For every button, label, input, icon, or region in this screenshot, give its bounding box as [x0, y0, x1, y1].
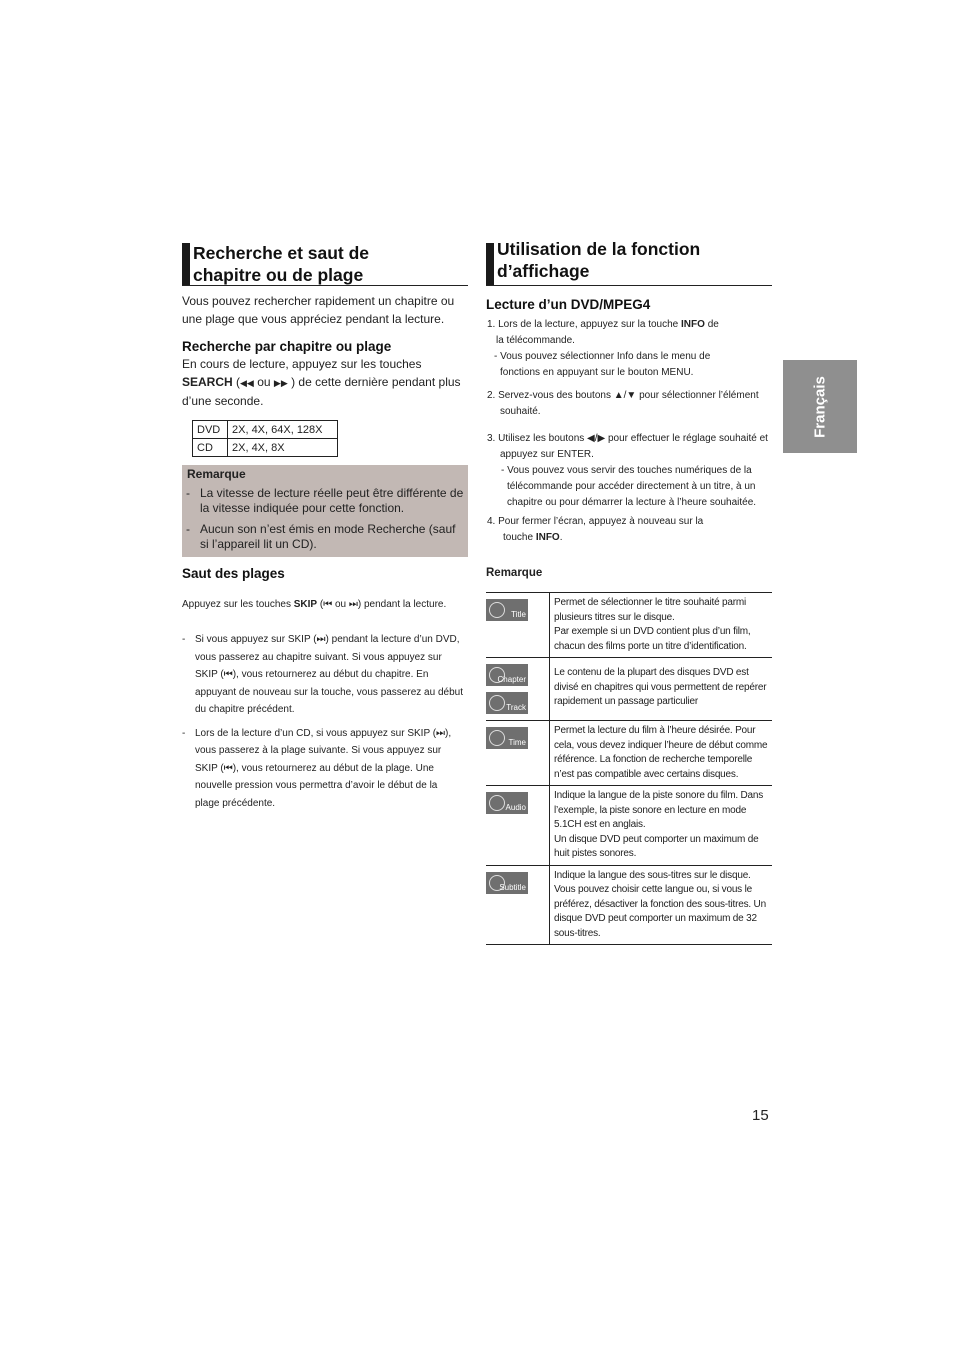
info-steps — [487, 317, 773, 546]
right-section-title — [497, 238, 700, 282]
fast-forward-icon: ▶▶ — [273, 378, 288, 388]
right-title-line2: d’affichage — [497, 261, 590, 281]
table-row — [486, 721, 772, 786]
step-2: 2. Servez-vous des boutons ▲/▼ pour sélectionner l’élément souhaité. — [487, 390, 759, 417]
remarque-box — [182, 465, 468, 557]
left-intro: Vous pouvez rechercher rapidement un chapitre ou une plage que vous appréciez pendant la lecture. — [182, 294, 455, 326]
remarque-item: - La vitesse de lecture réelle peut être différente de la vitesse indiquée pour cette fonction. — [186, 486, 464, 515]
step-4: 4. Pour fermer l’écran, appuyez à nouveau sur la touche INFO. — [487, 516, 704, 543]
info-row-text: Le contenu de la plupart des disques DVD est divisé en chapitres qui vous permettent de repérer rapidement un passage particulier — [550, 658, 773, 721]
table-row — [486, 658, 772, 721]
info-row-text: Permet de sélectionner le titre souhaité parmi plusieurs titres sur le disque. Par exemple si un DVD contient plus d’un film, chacun des films porte un titre d’identification. — [550, 593, 773, 658]
chapter-icon: Chapter — [486, 664, 528, 686]
right-section-header — [486, 239, 772, 286]
table-row: CD 2X, 4X, 8X — [193, 439, 338, 457]
info-row-text: Indique la langue des sous-titres sur le disque. Vous pouvez choisir cette langue ou, si vous le préférez, désactiver la fonction des sous-titres. Un disque DVD peut comporter un maximum de 32 sous-titres. — [550, 865, 773, 945]
table-row — [486, 593, 772, 658]
info-display-table — [486, 592, 772, 945]
list-item: - Si vous appuyez sur SKIP (⏭) pendant la lecture d’un DVD, vous passerez au chapitre suivant. Si vous appuyez sur SKIP (⏮), vous retournerez au début du chapitre. En appuyant de nouveau sur la touche, vous passerez au début du chapitre précédent. — [182, 634, 463, 715]
search-speed-table — [192, 420, 338, 457]
table-row — [486, 786, 772, 866]
step-3-note: - Vous pouvez vous servir des touches numériques de la télécommande pour accéder directement à un titre, à un chapitre ou pour démarrer la lecture à l’heure souhaitée. — [501, 465, 757, 508]
skip-intro: Appuyez sur les touches SKIP (⏮ ou ⏭) pendant la lecture. — [182, 599, 447, 610]
table-row: DVD 2X, 4X, 64X, 128X — [193, 421, 338, 439]
header-bar — [182, 243, 190, 285]
right-title-line1: Utilisation de la fonction — [497, 239, 701, 259]
left-section-title — [193, 242, 369, 286]
remarque-item: - Aucun son n’est émis en mode Recherche (sauf si l’appareil lit un CD). — [186, 522, 456, 551]
language-side-tab — [783, 360, 857, 453]
step-1-note: - Vous pouvez sélectionner Info dans le menu de fonctions en appuyant sur le bouton MENU. — [494, 351, 711, 378]
dvd-mpeg4-heading: Lecture d’un DVD/MPEG4 — [486, 297, 651, 312]
search-heading: Recherche par chapitre ou plage — [182, 339, 392, 354]
step-1: 1. Lors de la lecture, appuyez sur la touche INFO de la télécommande. — [487, 319, 719, 346]
info-row-text: Permet la lecture du film à l’heure désirée. Pour cela, vous devez indiquer l’heure de début comme référence. La fonction de recherche temporelle n’est pas compatible avec certains disques. — [550, 721, 773, 786]
track-icon: Track — [486, 692, 528, 714]
rewind-icon: ◀◀ — [240, 378, 254, 388]
left-title-line2: chapitre ou de plage — [193, 265, 364, 285]
time-icon: Time — [486, 727, 528, 749]
audio-icon: Audio — [486, 792, 528, 814]
header-bar — [486, 243, 494, 285]
skip-list — [182, 631, 464, 812]
page-number: 15 — [752, 1107, 769, 1124]
left-section-header — [182, 243, 468, 286]
title-icon: Title — [486, 599, 528, 621]
language-tab-label: Français — [811, 375, 829, 438]
skip-heading: Saut des plages — [182, 566, 285, 581]
right-remarque-title: Remarque — [486, 567, 543, 579]
step-3: 3. Utilisez les boutons ◀/▶ pour effectuer le réglage souhaité et appuyez sur ENTER. — [487, 433, 768, 460]
remarque-title: Remarque — [187, 467, 246, 481]
table-row — [486, 865, 772, 945]
left-title-line1: Recherche et saut de — [193, 243, 370, 263]
search-instructions: En cours de lecture, appuyez sur les touches SEARCH (◀◀ ou ▶▶ ) de cette dernière pendant plus d’une seconde. — [182, 357, 461, 408]
list-item: - Lors de la lecture d’un CD, si vous appuyez sur SKIP (⏭), vous passerez à la plage suivante. Si vous appuyez sur SKIP (⏮), vous retournerez au début de la plage. Une nouvelle pression vous permettra d’avoir le début de la plage précédente. — [182, 727, 452, 809]
subtitle-icon: Subtitle — [486, 872, 528, 894]
info-row-text: Indique la langue de la piste sonore du film. Dans l’exemple, la piste sonore en lecture en mode 5.1CH est en anglais. Un disque DVD peut comporter un maximum de huit pistes sonores. — [550, 786, 773, 866]
